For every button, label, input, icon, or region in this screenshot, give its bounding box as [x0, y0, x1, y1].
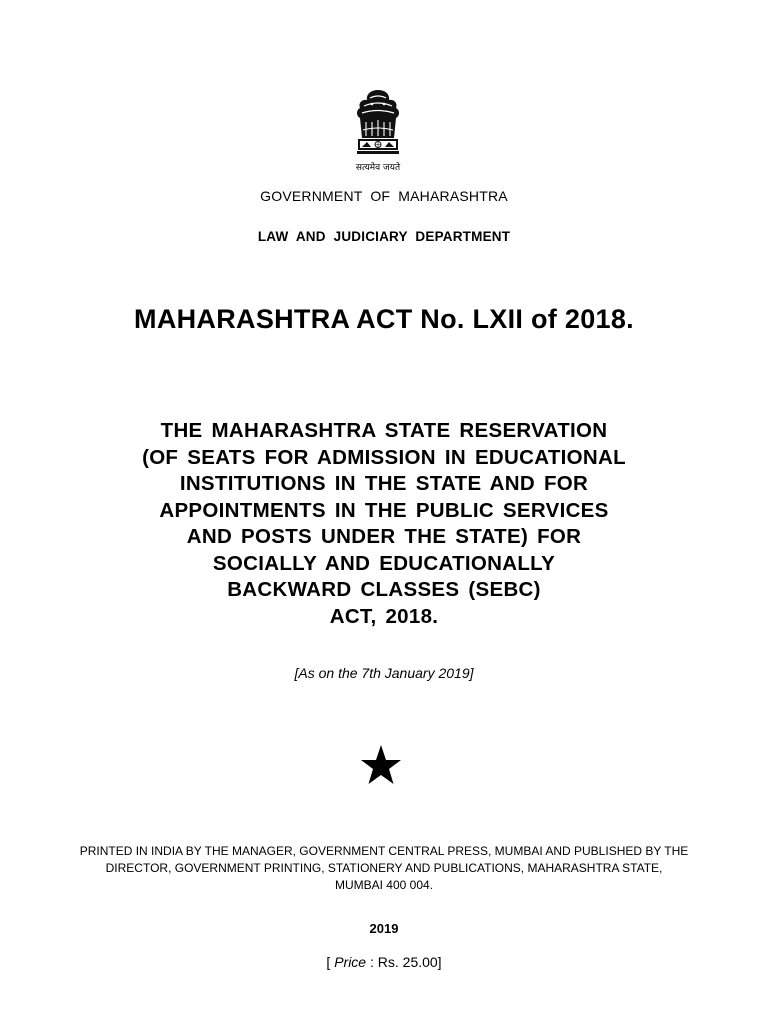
- printed-by-notice: [0, 843, 768, 894]
- government-heading: GOVERNMENT OF MAHARASHTRA: [260, 188, 508, 204]
- printed-by-line: PRINTED IN INDIA BY THE MANAGER, GOVERNMENT CENTRAL PRESS, MUMBAI AND PUBLISHED BY THE: [79, 844, 689, 858]
- price-open: [: [326, 954, 335, 970]
- act-title-line: APPOINTMENTS IN THE PUBLIC SERVICES: [159, 498, 609, 522]
- act-number: MAHARASHTRA ACT No. LXII of 2018.: [134, 304, 634, 334]
- printed-by-line: DIRECTOR, GOVERNMENT PRINTING, STATIONERY AND PUBLICATIONS, MAHARASHTRA STATE,: [105, 861, 663, 875]
- emblem-motto: सत्यमेव जयते: [355, 163, 401, 173]
- act-title-line: SOCIALLY AND EDUCATIONALLY: [212, 551, 556, 575]
- publication-year: 2019: [369, 921, 399, 936]
- act-title-line: INSTITUTIONS IN THE STATE AND FOR: [179, 472, 589, 495]
- act-title-line: ACT, 2018.: [329, 604, 439, 628]
- act-title-line: (OF SEATS FOR ADMISSION IN EDUCATIONAL: [142, 445, 626, 469]
- printed-by-line: MUMBAI 400 004.: [334, 878, 434, 892]
- as-on-date: [As on the 7th January 2019]: [294, 665, 474, 681]
- price: [0, 954, 768, 970]
- act-title-line: THE MAHARASHTRA STATE RESERVATION: [160, 419, 608, 442]
- price-label: Price: [334, 954, 367, 970]
- star-icon: [360, 744, 402, 786]
- price-value: : Rs. 25.00]: [366, 954, 442, 970]
- act-title-line: AND POSTS UNDER THE STATE) FOR: [186, 525, 582, 548]
- act-title: [0, 418, 768, 630]
- act-title-line: BACKWARD CLASSES (SEBC): [227, 578, 541, 601]
- ashoka-emblem-icon: [348, 86, 408, 176]
- department-heading: LAW AND JUDICIARY DEPARTMENT: [257, 229, 511, 244]
